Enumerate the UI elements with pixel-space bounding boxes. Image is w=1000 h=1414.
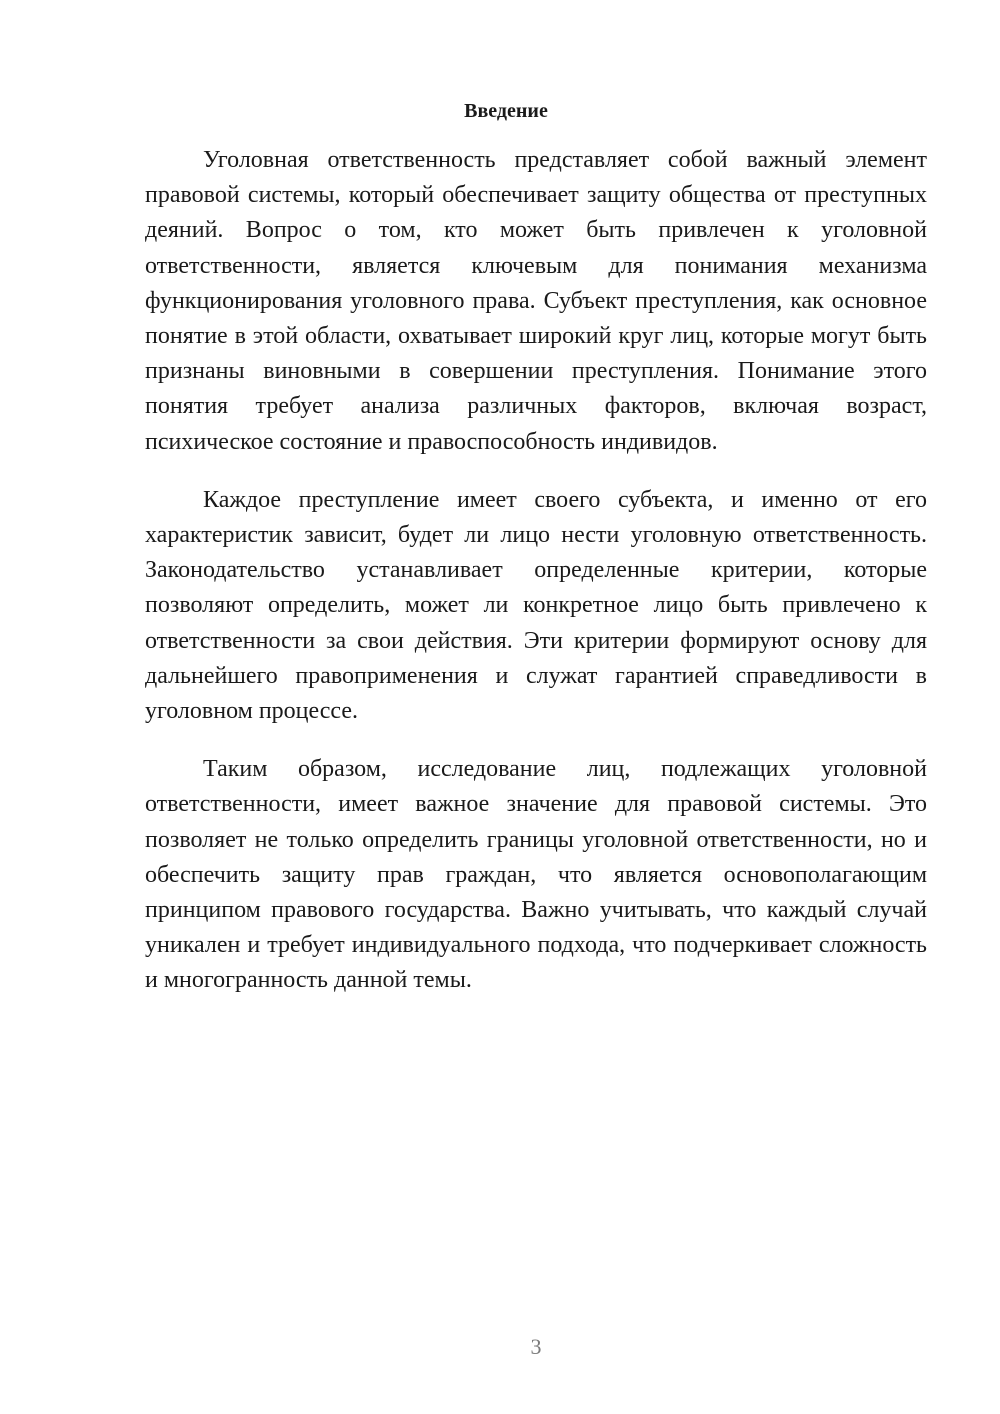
body-text: [145, 143, 927, 1022]
paragraph-1: Уголовная ответственность представляет собой важный элемент правовой системы, который обеспечивает защиту общества от преступных деяний. Вопрос о том, кто может быть привлечен к уголовной ответственности, является ключевым для понимания механизма функционирования уголовного права. Субъект преступления, как основное понятие в этой области, охватывает широкий круг лиц, которые могут быть признаны виновными в совершении преступления. Понимание этого понятия требует анализа различных факторов, включая возраст, психическое состояние и правоспособность индивидов.: [145, 147, 927, 455]
section-heading-text: Введение: [464, 100, 548, 122]
paragraph-2: Каждое преступление имеет своего субъекта, и именно от его характеристик зависит, будет ли лицо нести уголовную ответственность. Законодательство устанавливает определенные критерии, которые позволяют определить, может ли конкретное лицо быть привлечено к ответственности за свои действия. Эти критерии формируют основу для дальнейшего правоприменения и служат гарантией справедливости в уголовном процессе.: [145, 486, 927, 725]
paragraph-3: Таким образом, исследование лиц, подлежащих уголовной ответственности, имеет важное значение для правовой системы. Это позволяет не только определить границы уголовной ответственности, но и обеспечить защиту прав граждан, что является основополагающим принципом правового государства. Важно учитывать, что каждый случай уникален и требует индивидуального подхода, что подчеркивает сложность и многогранность данной темы.: [145, 756, 927, 994]
section-heading: [145, 98, 927, 124]
page-number: 3: [530, 1334, 542, 1359]
